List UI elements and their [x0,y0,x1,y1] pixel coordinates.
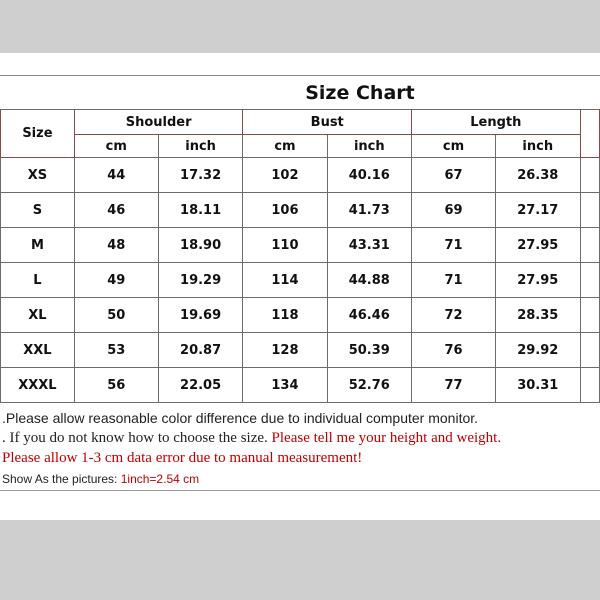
length-inch: 27.95 [495,228,580,263]
shoulder-inch: 20.87 [158,333,243,368]
unit-header: cm [412,135,496,158]
note-data-error: Please allow 1-3 cm data error due to manual measurement! [2,450,363,466]
unit-header: cm [243,135,327,158]
bust-inch: 46.46 [327,298,412,333]
chart-title: Size Chart [305,82,415,104]
bust-cm: 128 [243,333,327,368]
size-label: XXL [1,333,75,368]
length-cm: 72 [412,298,496,333]
group-header-shoulder: Shoulder [74,110,243,135]
size-column-header: Size [1,110,75,158]
extra-cell [580,228,599,263]
bust-inch: 40.16 [327,158,412,193]
size-label: XL [1,298,75,333]
table-row [1,193,600,228]
length-cm: 69 [412,193,496,228]
table-row [1,333,600,368]
note-height-weight: Please tell me your height and weight. [271,430,502,446]
bust-inch: 43.31 [327,228,412,263]
shoulder-inch: 17.32 [158,158,243,193]
shoulder-cm: 56 [74,368,158,403]
extra-cell [580,193,599,228]
bust-inch: 50.39 [327,333,412,368]
group-header-length: Length [412,110,580,135]
extra-cell [580,298,599,333]
bust-cm: 106 [243,193,327,228]
length-cm: 71 [412,228,496,263]
extra-cell [580,368,599,403]
size-label: XS [1,158,75,193]
length-cm: 67 [412,158,496,193]
note-choose-size-text: . If you do not know how to choose the size. [2,430,272,446]
unit-header: inch [158,135,243,158]
shoulder-cm: 48 [74,228,158,263]
extra-cell [580,263,599,298]
size-label: L [1,263,75,298]
bust-inch: 41.73 [327,193,412,228]
bust-cm: 134 [243,368,327,403]
length-inch: 27.95 [495,263,580,298]
unit-header: inch [495,135,580,158]
shoulder-cm: 50 [74,298,158,333]
shoulder-inch: 18.90 [158,228,243,263]
size-table [0,109,600,403]
table-row [1,228,600,263]
bust-cm: 114 [243,263,327,298]
table-row [1,298,600,333]
length-inch: 27.17 [495,193,580,228]
length-cm: 71 [412,263,496,298]
note-color-difference: .Please allow reasonable color difference due to individual computer monitor. [2,410,479,426]
bust-inch: 44.88 [327,263,412,298]
bust-inch: 52.76 [327,368,412,403]
bottom-divider [0,490,600,491]
bust-cm: 102 [243,158,327,193]
table-row [1,263,600,298]
group-header-bust: Bust [243,110,412,135]
shoulder-inch: 22.05 [158,368,243,403]
size-label: XXXL [1,368,75,403]
shoulder-cm: 53 [74,333,158,368]
note-choose-size [2,430,501,447]
table-row [1,158,600,193]
table-row [1,368,600,403]
note-conversion [2,472,199,486]
note-conversion-value: 1inch=2.54 cm [120,472,200,486]
shoulder-inch: 18.11 [158,193,243,228]
size-label: S [1,193,75,228]
bust-cm: 118 [243,298,327,333]
length-inch: 30.31 [495,368,580,403]
length-inch: 28.35 [495,298,580,333]
unit-header: cm [74,135,158,158]
size-label: M [1,228,75,263]
bust-cm: 110 [243,228,327,263]
length-inch: 29.92 [495,333,580,368]
shoulder-cm: 49 [74,263,158,298]
note-conversion-label: Show As the pictures: [2,472,121,486]
length-cm: 77 [412,368,496,403]
size-chart-panel [0,53,600,520]
extra-cell [580,333,599,368]
length-cm: 76 [412,333,496,368]
extra-column-header [580,110,599,158]
extra-cell [580,158,599,193]
top-divider [0,75,600,76]
length-inch: 26.38 [495,158,580,193]
shoulder-inch: 19.69 [158,298,243,333]
shoulder-cm: 46 [74,193,158,228]
shoulder-cm: 44 [74,158,158,193]
shoulder-inch: 19.29 [158,263,243,298]
unit-header: inch [327,135,412,158]
